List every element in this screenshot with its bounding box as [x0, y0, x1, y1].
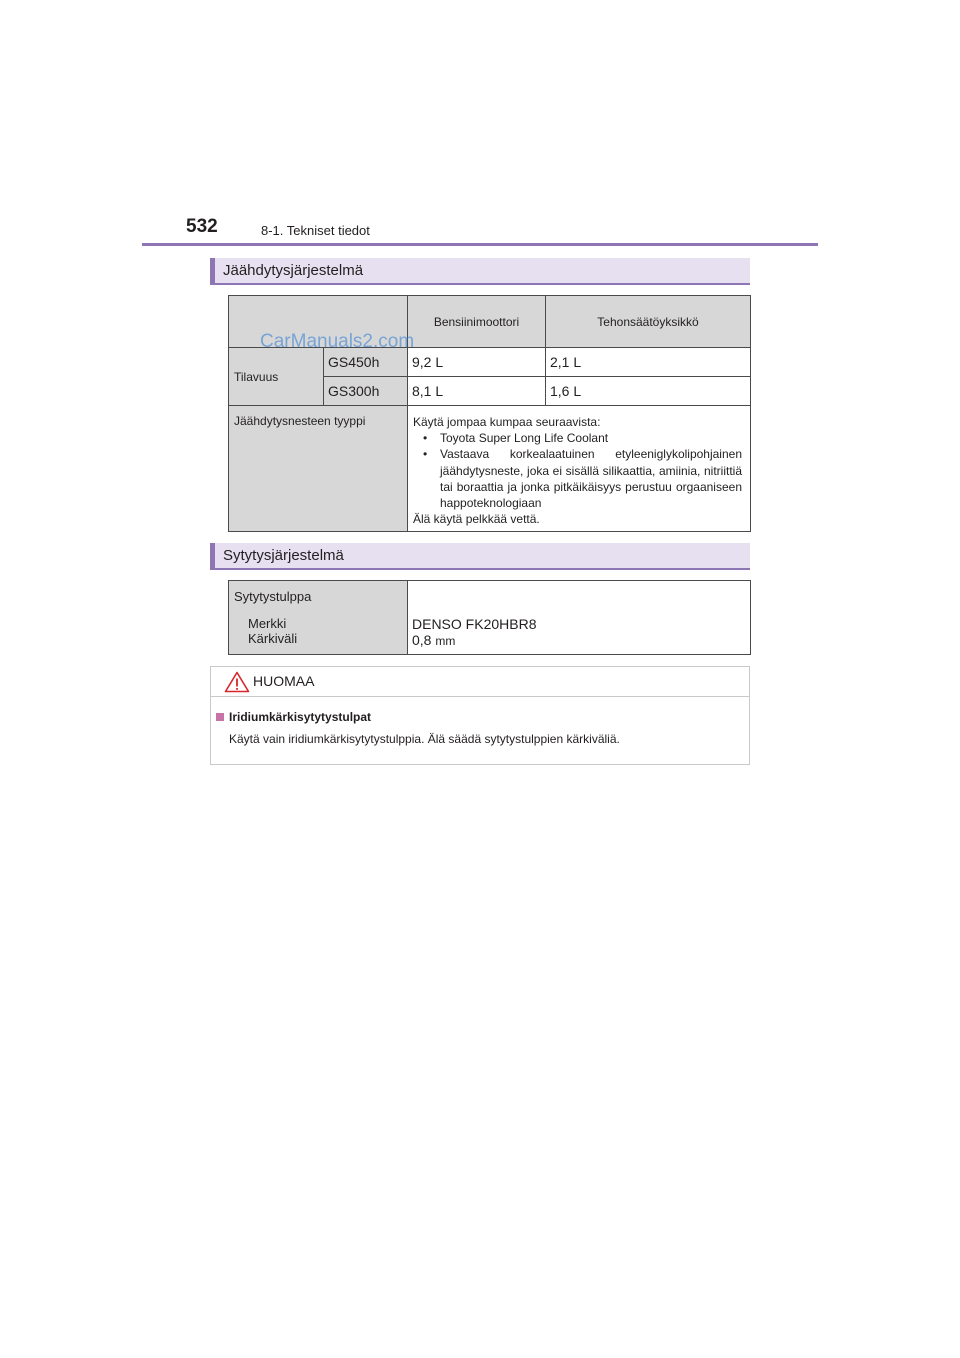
watermark: CarManuals2.com	[260, 331, 415, 352]
gap-value: 0,8	[412, 632, 432, 648]
notice-body: Käytä vain iridiumkärkisytytystulppia. Älä säädä sytytystulppien kärkiväliä.	[229, 732, 620, 746]
gap-unit: mm	[435, 634, 456, 648]
notice-box	[210, 666, 750, 765]
engine-capacity-cell: 9,2 L	[408, 348, 546, 377]
model-cell: GS450h	[324, 348, 408, 377]
section-path: 8-1. Tekniset tiedot	[261, 223, 370, 238]
coolant-type-label: Jäähdytysnesteen tyyppi	[229, 406, 408, 532]
control-capacity-cell: 2,1 L	[546, 348, 751, 377]
brand-label: Merkki	[248, 616, 287, 631]
column-header-engine: Bensiinimoottori	[408, 296, 546, 348]
capacity-label: Tilavuus	[229, 348, 324, 406]
control-capacity-cell: 1,6 L	[546, 377, 751, 406]
coolant-type-value	[408, 406, 751, 532]
ignition-table	[228, 580, 751, 655]
cooling-section-title: Jäähdytysjärjestelmä	[223, 262, 364, 279]
gap-label: Kärkiväli	[248, 631, 298, 646]
ignition-section-band	[210, 543, 750, 570]
coolant-option: • Vastaava korkealaatuinen etyleeniglykolipohjainen jäähdytysneste, joka ei sisällä silikaattia, amiinia, nitriittiä tai boraattia ja jonka pitkäikäisyys perustuu orgaaniseen happoteknologiaan	[423, 447, 742, 511]
header-rule	[142, 243, 818, 246]
model-cell: GS300h	[324, 377, 408, 406]
coolant-option: • Toyota Super Long Life Coolant	[423, 431, 609, 446]
warning-triangle-icon	[224, 671, 250, 693]
coolant-intro: Käytä jompaa kumpaa seuraavista:	[413, 415, 601, 429]
spark-plug-label-cell	[229, 581, 408, 655]
spark-plug-label: Sytytystulppa	[234, 589, 312, 604]
page-number: 532	[186, 216, 218, 237]
square-bullet-icon	[216, 713, 224, 721]
spark-plug-value-cell	[408, 581, 751, 655]
notice-subtitle: Iridiumkärkisytytystulpat	[229, 710, 372, 724]
column-header-control-unit: Tehonsäätöyksikkö	[546, 296, 751, 348]
coolant-outro: Älä käytä pelkkää vettä.	[413, 512, 540, 527]
notice-title: HUOMAA	[253, 673, 315, 689]
notice-header	[211, 667, 749, 697]
cooling-section-band	[210, 258, 750, 285]
brand-value: DENSO FK20HBR8	[412, 616, 537, 632]
bullet-icon: •	[423, 447, 428, 462]
ignition-section-title: Sytytysjärjestelmä	[223, 547, 344, 564]
gap-value-line	[412, 632, 750, 649]
engine-capacity-cell: 8,1 L	[408, 377, 546, 406]
bullet-icon: •	[423, 431, 428, 446]
